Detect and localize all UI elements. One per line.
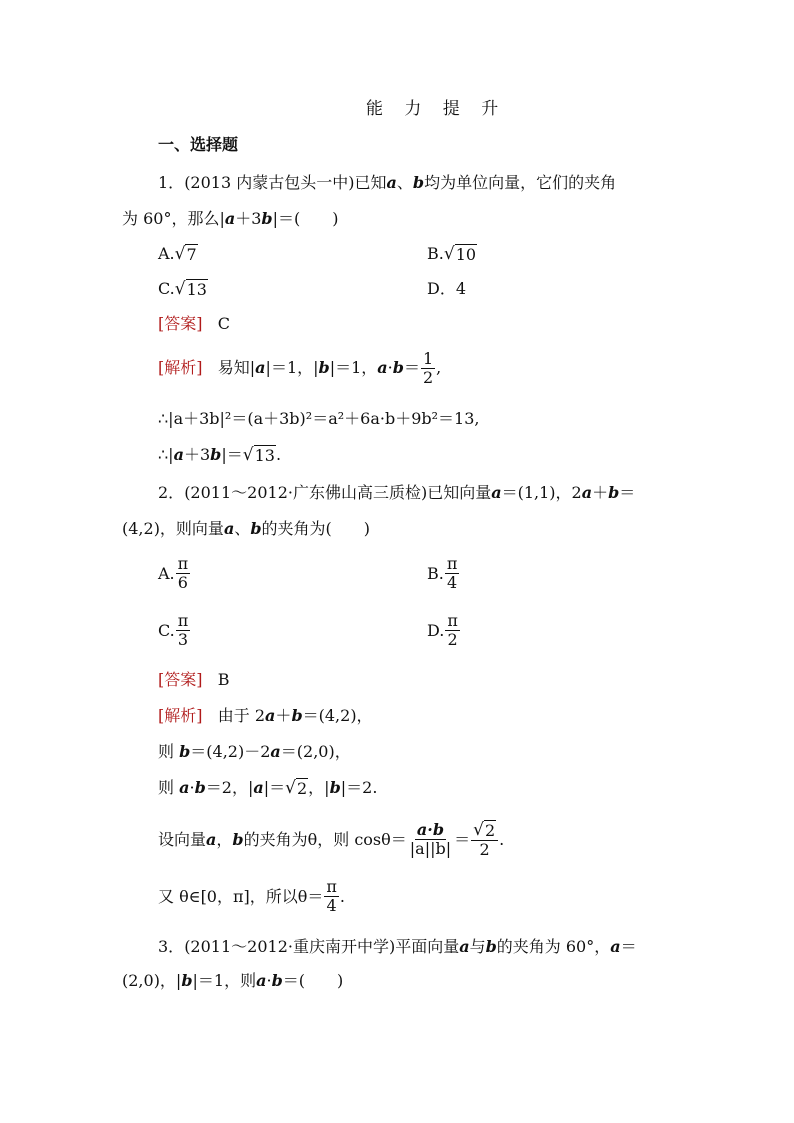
fraction-pi-6: $\frac{\pi}{6}$ bbox=[177, 554, 189, 592]
answer-value: B bbox=[217, 670, 230, 689]
analysis-tag: [解析] bbox=[158, 358, 203, 377]
sqrt-symbol: √ 13 bbox=[242, 445, 275, 465]
q2-stem-line1: 2．(2011～2012·广东佛山高三质检)已知向量a＝(1,1)，2a＋b＝ bbox=[158, 483, 636, 502]
q2-analysis-line1: [解析] 由于 2a＋b＝(4,2)， bbox=[158, 706, 373, 725]
q2-stem-line2: (4,2)，则向量a、b的夹角为( ) bbox=[122, 519, 371, 538]
q1-stem-line1: 1．(2013 内蒙古包头一中)已知a、b均为单位向量，它们的夹角 bbox=[158, 173, 617, 192]
sqrt-symbol: √ 10 bbox=[443, 244, 477, 264]
q2-analysis-line4: 设向量 a ， b 的夹角为θ，则 cosθ＝ $\frac{a\cdot b}{|a||b|}$ ＝ √ 2 2 . bbox=[158, 820, 505, 859]
page-title: 能 力 提 升 bbox=[366, 99, 507, 119]
q1-option-b: B. √ 10 bbox=[427, 244, 477, 264]
q2-analysis-line3: 则 a·b＝2，|a|＝ √ 2 ，|b|＝2. bbox=[158, 778, 378, 798]
fraction-half: $\frac{1}{2}$ bbox=[422, 349, 434, 387]
q2-option-c: C. $\frac{\pi}{3}$ bbox=[158, 611, 189, 649]
q1-option-a: A. √ 7 bbox=[158, 244, 197, 264]
answer-value: C bbox=[217, 314, 231, 333]
q2-option-b: B. $\frac{\pi}{4}$ bbox=[427, 554, 458, 592]
fraction-pi-4: $\frac{\pi}{4}$ bbox=[446, 554, 458, 592]
q2-answer bbox=[158, 669, 230, 691]
sqrt-symbol: √ 2 bbox=[285, 778, 308, 798]
q1-option-c: C. √ 13 bbox=[158, 279, 207, 299]
fraction-sqrt2-over-2: √ 2 2 bbox=[471, 820, 498, 859]
q2-option-d: D. $\frac{\pi}{2}$ bbox=[427, 611, 458, 649]
q2-analysis-line2: 则 b＝(4,2)－2a＝(2,0)， bbox=[158, 742, 351, 761]
fraction-pi-2: $\frac{\pi}{2}$ bbox=[447, 611, 458, 649]
sqrt-symbol: √ 13 bbox=[174, 279, 207, 299]
q2-option-a: A. $\frac{\pi}{6}$ bbox=[158, 554, 189, 592]
fraction-pi-3: $\frac{\pi}{3}$ bbox=[177, 611, 189, 649]
q3-stem-line1: 3．(2011～2012·重庆南开中学)平面向量a与b的夹角为 60°，a＝ bbox=[158, 937, 637, 956]
q1-analysis-line3: ∴|a＋3b|＝ √ 13 . bbox=[158, 445, 282, 465]
q1-option-d: D．4 bbox=[427, 279, 467, 298]
fraction-cos: $\frac{a\cdot b}{|a||b|}$ bbox=[409, 820, 452, 858]
q2-analysis-line5: 又 θ∈[0，π]，所以θ＝ $\frac{\pi}{4}$ . bbox=[158, 877, 345, 915]
q3-stem-line2: (2,0)，|b|＝1，则a·b＝( ) bbox=[122, 971, 344, 990]
analysis-tag: [解析] bbox=[158, 706, 203, 725]
fraction-pi-4-result: $\frac{\pi}{4}$ bbox=[326, 877, 337, 915]
sqrt-symbol: √ 7 bbox=[174, 244, 197, 264]
section-heading: 一、选择题 bbox=[158, 135, 239, 154]
answer-tag: [答案] bbox=[158, 314, 203, 333]
answer-tag: [答案] bbox=[158, 670, 203, 689]
q1-analysis-line2: ∴|a＋3b|²＝(a＋3b)²＝a²＋6a·b＋9b²＝13, bbox=[158, 409, 480, 428]
q1-stem-line2: 为 60°，那么|a＋3b|＝( ) bbox=[122, 209, 339, 228]
q1-answer bbox=[158, 313, 230, 335]
q1-analysis-line1: [解析] 易知|a|＝1，|b|＝1，a·b＝ $\frac{1}{2}$ , bbox=[158, 349, 442, 387]
